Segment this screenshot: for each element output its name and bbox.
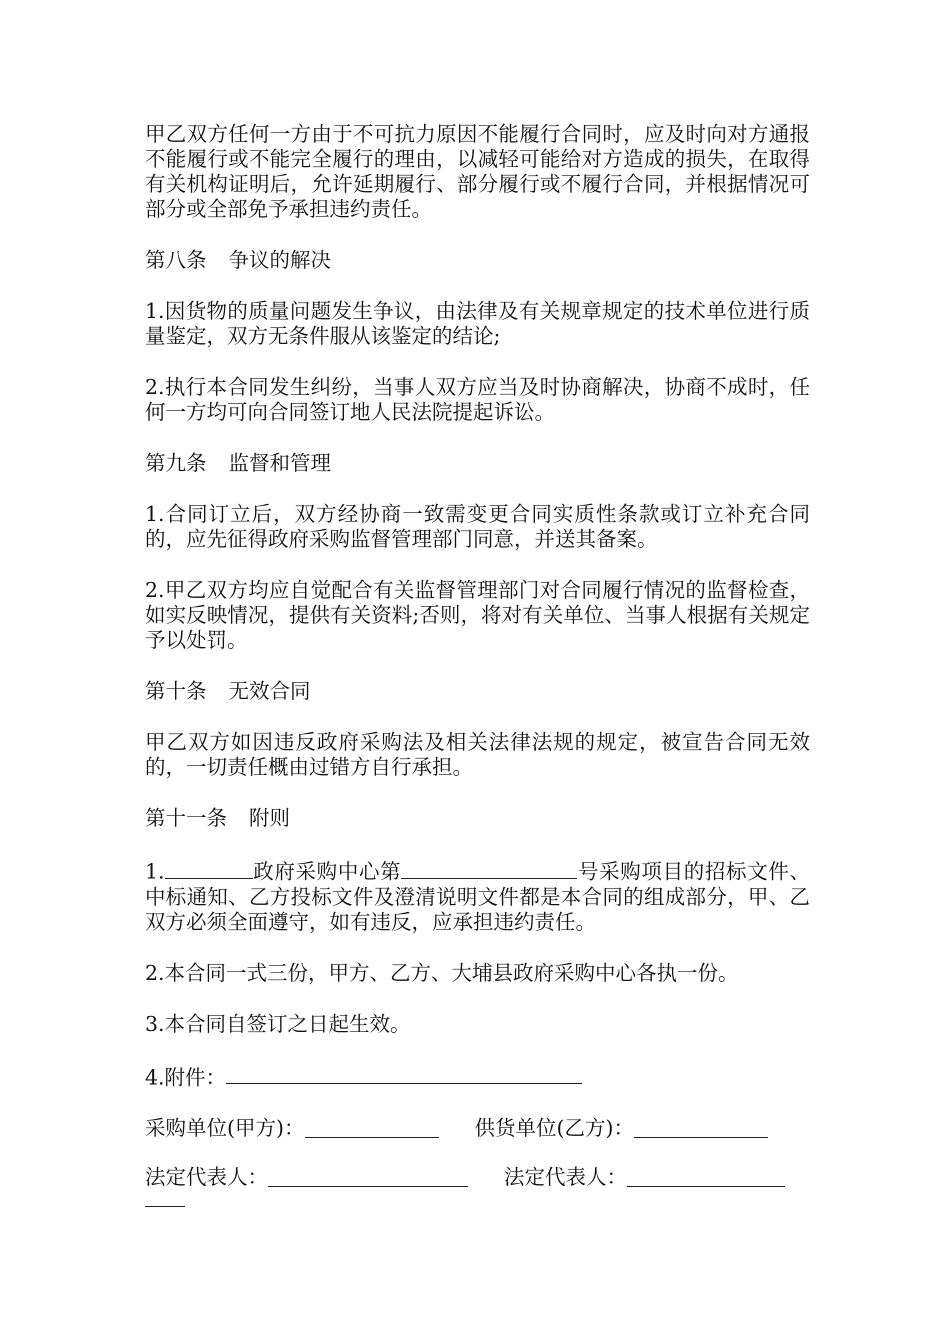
- article-10-number: 第十条: [145, 679, 207, 703]
- article-8-clause-1: 1.因货物的质量问题发生争议，由法律及有关规章规定的技术单位进行质量鉴定，双方无条件服从该鉴定的结论;: [145, 299, 810, 348]
- article-9-number: 第九条: [145, 451, 207, 475]
- clause-number: 1.: [145, 859, 165, 884]
- article-11-clause-1: [145, 857, 810, 935]
- attachment-blank[interactable]: [226, 1063, 582, 1085]
- article-9-clause-2: 2.甲乙双方均应自觉配合有关监督管理部门对合同履行情况的监督检查，如实反映情况，提供有关资料;否则，将对有关单位、当事人根据有关规定予以处罚。: [145, 578, 810, 652]
- article-9-clause-1: 1.合同订立后，双方经协商一致需变更合同实质性条款或订立补充合同的，应先征得政府采购监督管理部门同意，并送其备案。: [145, 502, 810, 551]
- article-10-clause-1: 甲乙双方如因违反政府采购法及相关法律法规的规定，被宣告合同无效的，一切责任概由过错方自行承担。: [145, 730, 810, 779]
- clause-text-b: 号采购项目的招标文件、中标通知、乙方投标文件及澄清说明文件都是本合同的组成部分，甲、乙双方必须全面遵守，如有违反，应承担违约责任。: [145, 859, 811, 934]
- supplier-blank[interactable]: [634, 1116, 768, 1138]
- article-8-title: 争议的解决: [228, 248, 331, 272]
- contract-page: [145, 122, 810, 1207]
- article-10-heading: [145, 679, 810, 704]
- center-name-blank[interactable]: [165, 857, 253, 879]
- rep-b-blank-continuation: [145, 1200, 185, 1207]
- article-9-title: 监督和管理: [228, 451, 331, 475]
- article-11-clause-3: 3.本合同自签订之日起生效。: [145, 1011, 411, 1036]
- article-11-clause-4: [145, 1063, 810, 1091]
- rep-b-label: 法定代表人：: [504, 1165, 627, 1189]
- article-8-heading: [145, 248, 810, 273]
- rep-a-blank[interactable]: [268, 1165, 468, 1187]
- purchaser-label: 采购单位(甲方)：: [145, 1116, 305, 1140]
- supplier-label: 供货单位(乙方)：: [474, 1116, 634, 1140]
- article-11-clause-2: 2.本合同一式三份，甲方、乙方、大埔县政府采购中心各执一份。: [145, 960, 739, 985]
- article-11-heading: [145, 806, 810, 831]
- article-11-title: 附则: [249, 806, 290, 830]
- attachment-label: 4.附件：: [145, 1065, 227, 1089]
- project-number-blank[interactable]: [401, 857, 577, 879]
- article-10-title: 无效合同: [228, 679, 311, 703]
- rep-b-blank[interactable]: [627, 1165, 785, 1187]
- party-row: [145, 1116, 810, 1141]
- article-8-number: 第八条: [145, 248, 207, 272]
- clause-text-a: 政府采购中心第: [252, 859, 402, 884]
- rep-a-label: 法定代表人：: [145, 1165, 268, 1189]
- force-majeure-paragraph: 甲乙双方任何一方由于不可抗力原因不能履行合同时，应及时向对方通报不能履行或不能完全履行的理由，以减轻可能给对方造成的损失，在取得有关机构证明后，允许延期履行、部分履行或不履行合同，并根据情况可部分或全部免予承担违约责任。: [145, 122, 810, 221]
- article-8-clause-2: 2.执行本合同发生纠纷，当事人双方应当及时协商解决，协商不成时，任何一方均可向合同签订地人民法院提起诉讼。: [145, 375, 810, 424]
- representative-row: [145, 1165, 810, 1190]
- article-11-number: 第十一条: [145, 806, 227, 830]
- purchaser-blank[interactable]: [305, 1116, 439, 1138]
- article-9-heading: [145, 451, 810, 476]
